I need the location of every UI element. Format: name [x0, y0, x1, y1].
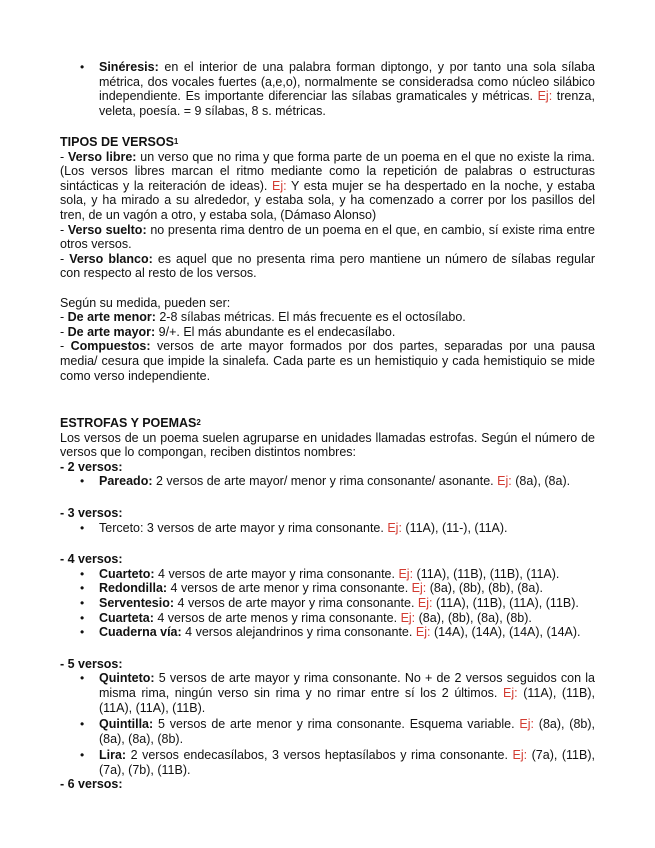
arte-menor: - De arte menor: 2-8 sílabas métricas. El más frecuente es el octosílabo. — [60, 310, 466, 325]
estrofas-section — [60, 416, 595, 792]
ej-label: Ej: — [519, 717, 534, 732]
group-3-list — [60, 521, 595, 536]
quinteto-term: Quinteto: — [99, 671, 155, 686]
serventesio-term: Serventesio: — [99, 595, 175, 610]
group-4-heading: - 4 versos: — [60, 552, 123, 567]
sineresis-item — [60, 60, 595, 118]
cuarteta-term: Cuarteta: — [99, 610, 154, 625]
list-item: • Pareado: 2 versos de arte mayor/ menor y rima consonante/ asonante. Ej: (8a), (8a). — [60, 474, 595, 489]
tipos-section — [60, 135, 595, 383]
verso-suelto-term: Verso suelto: — [67, 222, 147, 237]
ej-label: Ej: — [497, 474, 512, 489]
estrofas-intro: Los versos de un poema suelen agruparse en unidades llamadas estrofas. Según el número de versos que lo compongan, reciben distintos nombres: — [60, 430, 595, 460]
ej-label: Ej: — [537, 89, 553, 104]
list-item: • Lira: 2 versos endecasílabos, 3 versos heptasílabos y rima consonante. Ej: (7a), (11B), (7a), (7b), (11B). — [60, 748, 595, 777]
ej-label: Ej: — [417, 595, 433, 610]
ej-label: Ej: — [411, 581, 427, 596]
cuarteto-term: Cuarteto: — [99, 566, 155, 581]
tipos-heading: TIPOS DE VERSOS$^1$ — [60, 135, 179, 149]
footnote-ref: 1 — [173, 137, 179, 146]
group-3-heading: - 3 versos: — [60, 505, 123, 520]
cuaderna-term: Cuaderna vía: — [99, 625, 182, 640]
medida-intro: Según su medida, pueden ser: — [60, 295, 231, 310]
redondilla-term: Redondilla: — [99, 581, 168, 596]
list-item: • Cuarteta: 4 versos de arte menos y rima consonante. Ej: (8a), (8b), (8a), (8b). — [60, 611, 595, 626]
lira-term: Lira: — [99, 748, 127, 763]
compuestos: - Compuestos: versos de arte mayor formados por dos partes, separadas por una pausa media/ cesura que impide la sinalefa. Cada parte es un hemistiquio y cada hemistiquio se mide como verso independiente. — [60, 339, 595, 383]
arte-menor-term: De arte menor: — [67, 310, 156, 325]
ej-label: Ej: — [271, 178, 287, 193]
sineresis-text: en el interior de una palabra forman diptongo, y por tanto una sola sílaba métrica, dos vocales fuertes (a,e,o), normalmente se consideradsa como núcleo silábico independiente. Es importante diferenciar las sílabas gramaticales y métricas. — [99, 60, 596, 104]
verso-blanco: - Verso blanco: es aquel que no presenta rima pero mantiene un número de sílabas regular con respecto al resto de los versos. — [60, 251, 595, 281]
arte-mayor-term: De arte mayor: — [67, 324, 156, 339]
group-5-list — [60, 671, 595, 777]
ej-label: Ej: — [503, 685, 518, 700]
group-2-list — [60, 474, 595, 489]
sineresis-example: trenza, veleta, poesía. = 9 sílabas, 8 s. métricas. — [99, 89, 595, 118]
quintilla-term: Quintilla: — [99, 717, 154, 732]
list-item: • Cuarteto: 4 versos de arte mayor y rima consonante. Ej: (11A), (11B), (11B), (11A). — [60, 567, 595, 582]
footnote-ref: 2 — [196, 418, 201, 427]
list-item: • Quintilla: 5 versos de arte menor y rima consonante. Esquema variable. Ej: (8a), (8b), (8a), (8a), (8b). — [60, 717, 595, 746]
group-5-heading: - 5 versos: — [60, 656, 123, 671]
pareado-term: Pareado: — [99, 474, 153, 489]
ej-label: Ej: — [398, 566, 414, 581]
verso-libre-term: Verso libre: — [68, 149, 137, 164]
sineresis-list — [60, 60, 595, 118]
group-6-heading: - 6 versos: — [60, 777, 123, 792]
verso-libre: - Verso libre: un verso que no rima y que forma parte de un poema en el que no existe la rima. (Los versos libres marcan el ritmo mediante como la repetición de palabras o estructuras sintácticas y la reiteración de ideas). Ej: Y esta mujer se ha despertado en la noche, y estaba sola, y ha mirado a su alrededor, y estaba sola, y ha comenzado a correr por los pasillos del tren, de un vagón a otro, y estaba sola, (Dámaso Alonso) — [60, 149, 596, 222]
arte-mayor: - De arte mayor: 9/+. El más abundante es el endecasílabo. — [60, 324, 396, 339]
sineresis-term: Sinéresis: — [99, 60, 159, 74]
estrofas-heading: ESTROFAS Y POEMAS$^2$ — [60, 416, 201, 430]
ej-label: Ej: — [512, 748, 528, 763]
list-item: • Cuaderna vía: 4 versos alejandrinos y rima consonante. Ej: (14A), (14A), (14A), (14A). — [60, 625, 595, 640]
verso-suelto: - Verso suelto: no presenta rima dentro de un poema en el que, en cambio, sí existe rima entre otros versos. — [60, 222, 595, 252]
ej-label: Ej: — [387, 520, 402, 535]
ej-label: Ej: — [415, 625, 431, 640]
list-item: • Terceto: 3 versos de arte mayor y rima consonante. Ej: (11A), (11-), (11A). — [60, 521, 595, 536]
ej-label: Ej: — [400, 610, 416, 625]
list-item: • Redondilla: 4 versos de arte menor y rima consonante. Ej: (8a), (8b), (8b), (8a). — [60, 581, 595, 596]
group-4-list — [60, 567, 595, 640]
list-item: • Serventesio: 4 versos de arte mayor y rima consonante. Ej: (11A), (11B), (11A), (11B). — [60, 596, 595, 611]
sineresis-block — [60, 60, 595, 118]
compuestos-term: Compuestos: — [70, 339, 151, 354]
group-2-heading: - 2 versos: — [60, 459, 123, 474]
verso-blanco-term: Verso blanco: — [69, 251, 153, 266]
list-item: • Quinteto: 5 versos de arte mayor y rima consonante. No + de 2 versos seguidos con la misma rima, ningún verso sin rima y no rimar entre sí los 2 últimos. Ej: (11A), (11B), (11A), (11A), (11B). — [60, 671, 595, 715]
